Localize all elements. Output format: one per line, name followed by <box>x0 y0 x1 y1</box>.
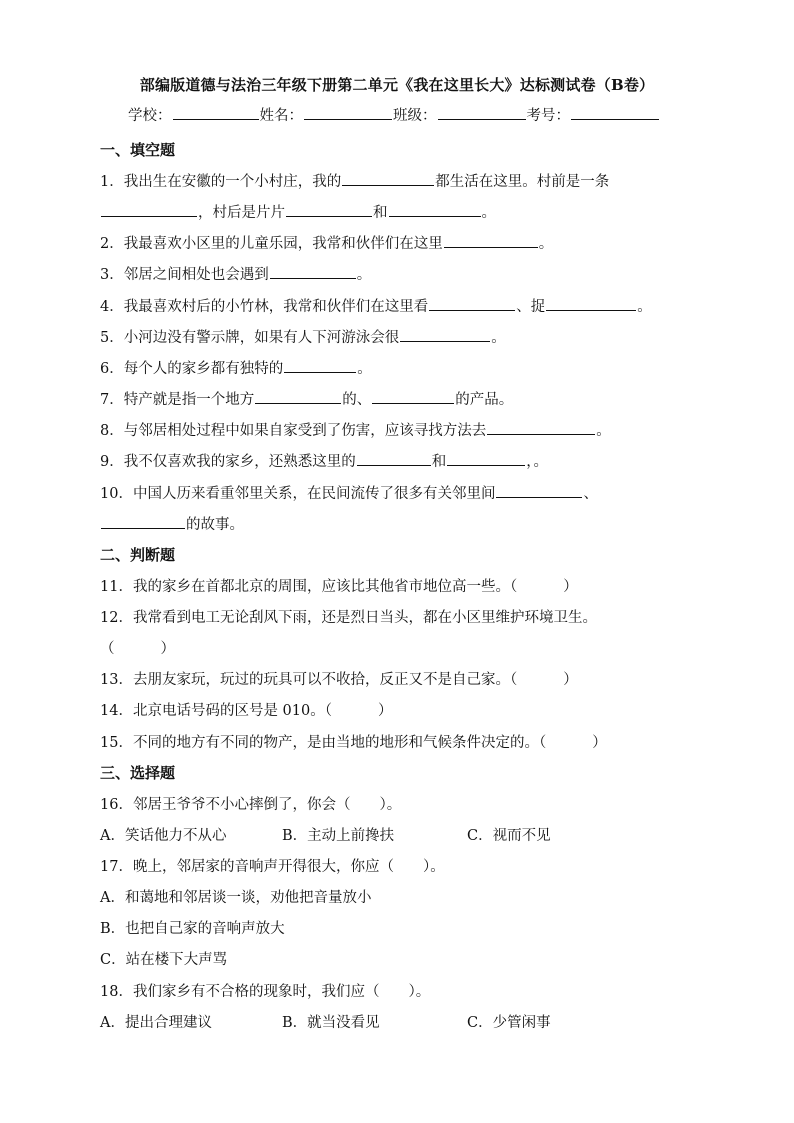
question-16: 16．邻居王爷爷不小心摔倒了，你会（ ）。 <box>100 797 402 813</box>
question-text: ） <box>378 703 393 719</box>
question-17-option-c[interactable]: C．站在楼下大声骂 <box>100 952 228 968</box>
question-16-option-a[interactable]: A．笑话他力不从心 <box>100 828 227 844</box>
answer-blank[interactable] <box>372 389 454 404</box>
question-text: ） <box>563 579 578 595</box>
question-text: 都生活在这里。村前是一条 <box>435 174 610 190</box>
answer-blank[interactable] <box>487 420 595 435</box>
student-info-row <box>128 104 660 125</box>
question-17-option-a[interactable]: A．和蔼地和邻居谈一谈，劝他把音量放小 <box>100 890 372 906</box>
answer-blank[interactable] <box>496 483 582 498</box>
question-16-option-c[interactable]: C．视而不见 <box>467 828 551 844</box>
question-text: 13．去朋友家玩，玩过的玩具可以不收拾，反正又不是自己家。（ <box>100 672 518 688</box>
question-text: 10．中国人历来看重邻里关系，在民间流传了很多有关邻里间 <box>100 486 496 502</box>
question-14 <box>100 699 393 720</box>
question-18-option-a[interactable]: A．提出合理建议 <box>100 1015 212 1031</box>
question-15 <box>100 731 607 752</box>
question-text: 9．我不仅喜欢我的家乡，还熟悉这里的 <box>100 454 356 470</box>
answer-blank[interactable] <box>284 358 356 373</box>
question-6 <box>100 357 372 378</box>
question-text: 1．我出生在安徽的一个小村庄，我的 <box>100 174 342 190</box>
question-18-option-b[interactable]: B．就当没看见 <box>282 1015 380 1031</box>
question-text: 4．我最喜欢村后的小竹林，我常和伙伴们在这里看 <box>100 299 429 315</box>
section-judge-heading: 二、判断题 <box>100 546 176 564</box>
question-text: 。 <box>491 330 506 346</box>
question-text: 。 <box>356 267 372 283</box>
section-choice-heading: 三、选择题 <box>100 764 176 782</box>
answer-blank[interactable] <box>101 514 185 529</box>
question-7 <box>100 388 513 409</box>
question-text: 。 <box>637 299 652 315</box>
question-13 <box>100 668 578 689</box>
question-text: 和 <box>373 205 388 221</box>
question-text: （ <box>100 641 115 657</box>
question-text: 6．每个人的家乡都有独特的 <box>100 361 284 377</box>
question-text: 12．我常看到电工无论刮风下雨，还是烈日当头，都在小区里维护环境卫生。 <box>100 610 597 626</box>
class-label: 班级： <box>393 108 437 124</box>
question-12-line-2 <box>100 637 175 658</box>
answer-blank[interactable] <box>444 233 538 248</box>
question-1-line-2 <box>100 201 496 222</box>
question-text: ，。 <box>526 454 548 470</box>
question-10-line-1 <box>100 482 598 503</box>
question-text: 的、 <box>342 392 372 408</box>
question-text: ） <box>563 672 578 688</box>
answer-blank[interactable] <box>389 202 481 217</box>
answer-blank[interactable] <box>357 451 431 466</box>
question-text: ） <box>160 641 175 657</box>
name-blank[interactable] <box>304 105 392 120</box>
question-3 <box>100 263 371 284</box>
answer-blank[interactable] <box>342 171 434 186</box>
question-text: ，村后是片片 <box>198 205 285 221</box>
question-text: 5．小河边没有警示牌，如果有人下河游泳会很 <box>100 330 400 346</box>
question-text: 14．北京电话号码的区号是 010。（ <box>100 703 332 719</box>
question-text: 2．我最喜欢小区里的儿童乐园，我常和伙伴们在这里 <box>100 236 443 252</box>
question-text: 11．我的家乡在首都北京的周围，应该比其他省市地位高一些。（ <box>100 579 518 595</box>
school-label: 学校： <box>128 108 172 124</box>
class-blank[interactable] <box>438 105 526 120</box>
question-10-line-2 <box>100 513 244 534</box>
question-text: 和 <box>431 454 447 470</box>
question-text: 。 <box>538 236 554 252</box>
question-8 <box>100 419 611 440</box>
question-11 <box>100 575 578 596</box>
question-12-line-1 <box>100 606 597 627</box>
answer-blank[interactable] <box>270 264 356 279</box>
question-text: 8．与邻居相处过程中如果自家受到了伤害，应该寻找方法去 <box>100 423 487 439</box>
answer-blank[interactable] <box>429 296 515 311</box>
exam-no-blank[interactable] <box>571 105 659 120</box>
question-text: 。 <box>357 361 372 377</box>
name-label: 姓名： <box>259 108 303 124</box>
question-text: 。 <box>596 423 611 439</box>
question-text: 15．不同的地方有不同的物产，是由当地的地形和气候条件决定的。（ <box>100 735 547 751</box>
school-blank[interactable] <box>173 105 259 120</box>
question-text: 7．特产就是指一个地方 <box>100 392 255 408</box>
question-text: ） <box>592 735 607 751</box>
question-text: 的产品。 <box>455 392 514 408</box>
exam-no-label: 考号： <box>526 108 570 124</box>
question-5 <box>100 326 506 347</box>
question-18-option-c[interactable]: C．少管闲事 <box>467 1015 551 1031</box>
answer-blank[interactable] <box>546 296 636 311</box>
question-text: 、 <box>583 486 598 502</box>
question-2 <box>100 232 553 253</box>
question-9 <box>100 450 548 471</box>
question-text: 的故事。 <box>186 517 244 533</box>
question-4 <box>100 295 652 316</box>
question-17: 17．晚上，邻居家的音响声开得很大，你应（ ）。 <box>100 859 445 875</box>
answer-blank[interactable] <box>400 327 490 342</box>
question-18: 18．我们家乡有不合格的现象时，我们应（ ）。 <box>100 984 431 1000</box>
question-text: 3．邻居之间相处也会遇到 <box>100 267 269 283</box>
question-16-option-b[interactable]: B．主动上前搀扶 <box>282 828 395 844</box>
section-fill-heading: 一、填空题 <box>100 141 176 159</box>
answer-blank[interactable] <box>286 202 372 217</box>
answer-blank[interactable] <box>447 451 525 466</box>
question-1-line-1 <box>100 170 609 191</box>
page-title: 部编版道德与法治三年级下册第二单元《我在这里长大》达标测试卷（B卷） <box>139 76 655 94</box>
answer-blank[interactable] <box>255 389 341 404</box>
question-17-option-b[interactable]: B．也把自己家的音响声放大 <box>100 921 285 937</box>
question-text: 、捉 <box>516 299 546 315</box>
answer-blank[interactable] <box>101 202 197 217</box>
question-text: 。 <box>481 205 496 221</box>
